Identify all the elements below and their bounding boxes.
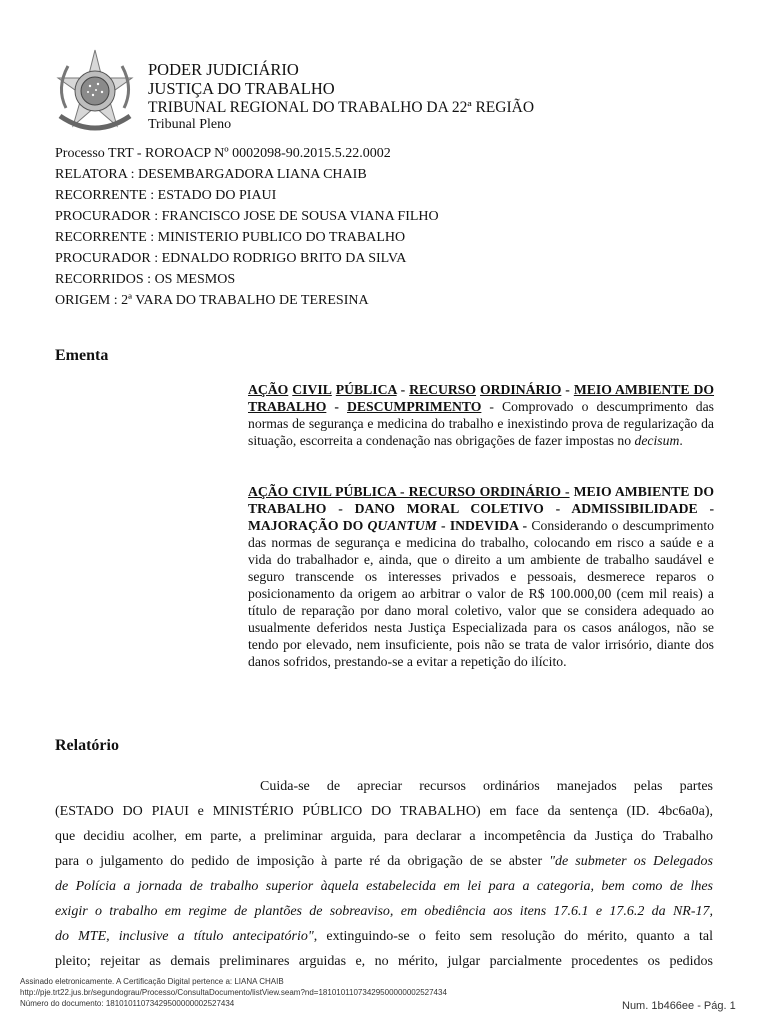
header-tribunal: TRIBUNAL REGIONAL DO TRABALHO DA 22ª REGIÃO: [148, 99, 535, 116]
header-poder-judiciario: PODER JUDICIÁRIO: [148, 60, 299, 79]
footer-signature: Assinado eletronicamente. A Certificação Digital pertence a: LIANA CHAIB: [20, 977, 284, 986]
relatorio-line-4: para o julgamento do pedido de imposição à parte ré da obrigação de se abster "de submeter os Delegados: [55, 854, 714, 869]
meta-relatora: RELATORA : DESEMBARGADORA LIANA CHAIB: [55, 167, 367, 182]
relatorio-line-1: Cuida-se de apreciar recursos ordinários manejados pelas partes: [260, 779, 713, 794]
relatorio-line-7: do MTE, inclusive a título antecipatório", extinguindo-se o feito sem resolução do mérito, quanto a tal: [55, 929, 713, 944]
meta-recorrente-1: RECORRENTE : ESTADO DO PIAUI: [55, 188, 277, 203]
ementa-paragraph-2: AÇÃO CIVIL PÚBLICA - RECURSO ORDINÁRIO - MEIO AMBIENTE DO TRABALHO - DANO MORAL COLETIVO - ADMISSIBILIDADE - MAJORAÇÃO DO QUANTUM - INDEVIDA - Considerando o descumprimento das normas de segurança e medicina do trabalho, colocando em risco a saúde e a vida do trabalhador e, ainda, que o direito a um ambiente de trabalho saudável e seguro transcende os interesses privados e pessoais, desmerece reparos o posicionamento da origem ao arbitrar o valor de R$ 100.000,00 (cem mil reais) a título de reparação por dano moral coletivo, valor que se considera adequado ao usualmente deferidos nesta Justiça Especializada para os casos análogos, não se tendo por elevado, nem insuficiente, pois não se trata de valor irrisório, diante dos danos sofridos, prestando-se a evitar a repetição do ilícito.: [248, 484, 714, 669]
meta-recorrente-2: RECORRENTE : MINISTERIO PUBLICO DO TRABALHO: [55, 230, 406, 245]
section-title-ementa: Ementa: [55, 347, 109, 364]
meta-procurador-2: PROCURADOR : EDNALDO RODRIGO BRITO DA SILVA: [55, 251, 407, 266]
section-title-relatorio: Relatório: [55, 737, 119, 754]
meta-recorridos: RECORRIDOS : OS MESMOS: [55, 272, 236, 287]
relatorio-line-6: exigir o trabalho em regime de plantões de sobreaviso, em obediência aos itens 17.6.1 e 17.6.2 da NR-17,: [55, 904, 713, 919]
brasao-republica-seal: [52, 48, 138, 134]
page-number: Num. 1b466ee - Pág. 1: [622, 1000, 736, 1012]
relatorio-line-5: de Polícia a jornada de trabalho superior àquela estabelecida em lei para a categoria, bem como de lhes: [55, 879, 713, 894]
footer-url[interactable]: http://pje.trt22.jus.br/segundograu/Processo/ConsultaDocumento/listView.seam?nd=18101011073429500000002527434: [20, 988, 447, 997]
relatorio-line-2: (ESTADO DO PIAUI e MINISTÉRIO PÚBLICO DO TRABALHO) em face da sentença (ID. 4bc6a0a),: [55, 804, 713, 819]
header-justica-trabalho: JUSTIÇA DO TRABALHO: [148, 79, 335, 98]
meta-processo: Processo TRT - ROROACP Nº 0002098-90.2015.5.22.0002: [55, 146, 391, 161]
relatorio-line-8: pleito; rejeitar as demais preliminares arguidas e, no mérito, julgar parcialmente procedentes os pedidos: [55, 954, 713, 969]
relatorio-line-3: que decidiu acolher, em parte, a preliminar arguida, para declarar a incompetência da Justiça do Trabalho: [55, 829, 713, 844]
ementa-paragraph-1: AÇÃO CIVIL PÚBLICA - RECURSO ORDINÁRIO - MEIO AMBIENTE DO TRABALHO - DESCUMPRIMENTO - Comprovado o descumprimento das normas de segurança e medicina do trabalho e inexistindo prova de regularização da situação, escorreita a condenação nas obrigações de fazer impostas no decisum.: [248, 382, 715, 448]
footer-document-number: Número do documento: 18101011073429500000002527434: [20, 999, 235, 1008]
meta-procurador-1: PROCURADOR : FRANCISCO JOSE DE SOUSA VIANA FILHO: [55, 209, 439, 224]
header-tribunal-pleno: Tribunal Pleno: [148, 117, 232, 132]
meta-origem: ORIGEM : 2ª VARA DO TRABALHO DE TERESINA: [55, 293, 369, 308]
